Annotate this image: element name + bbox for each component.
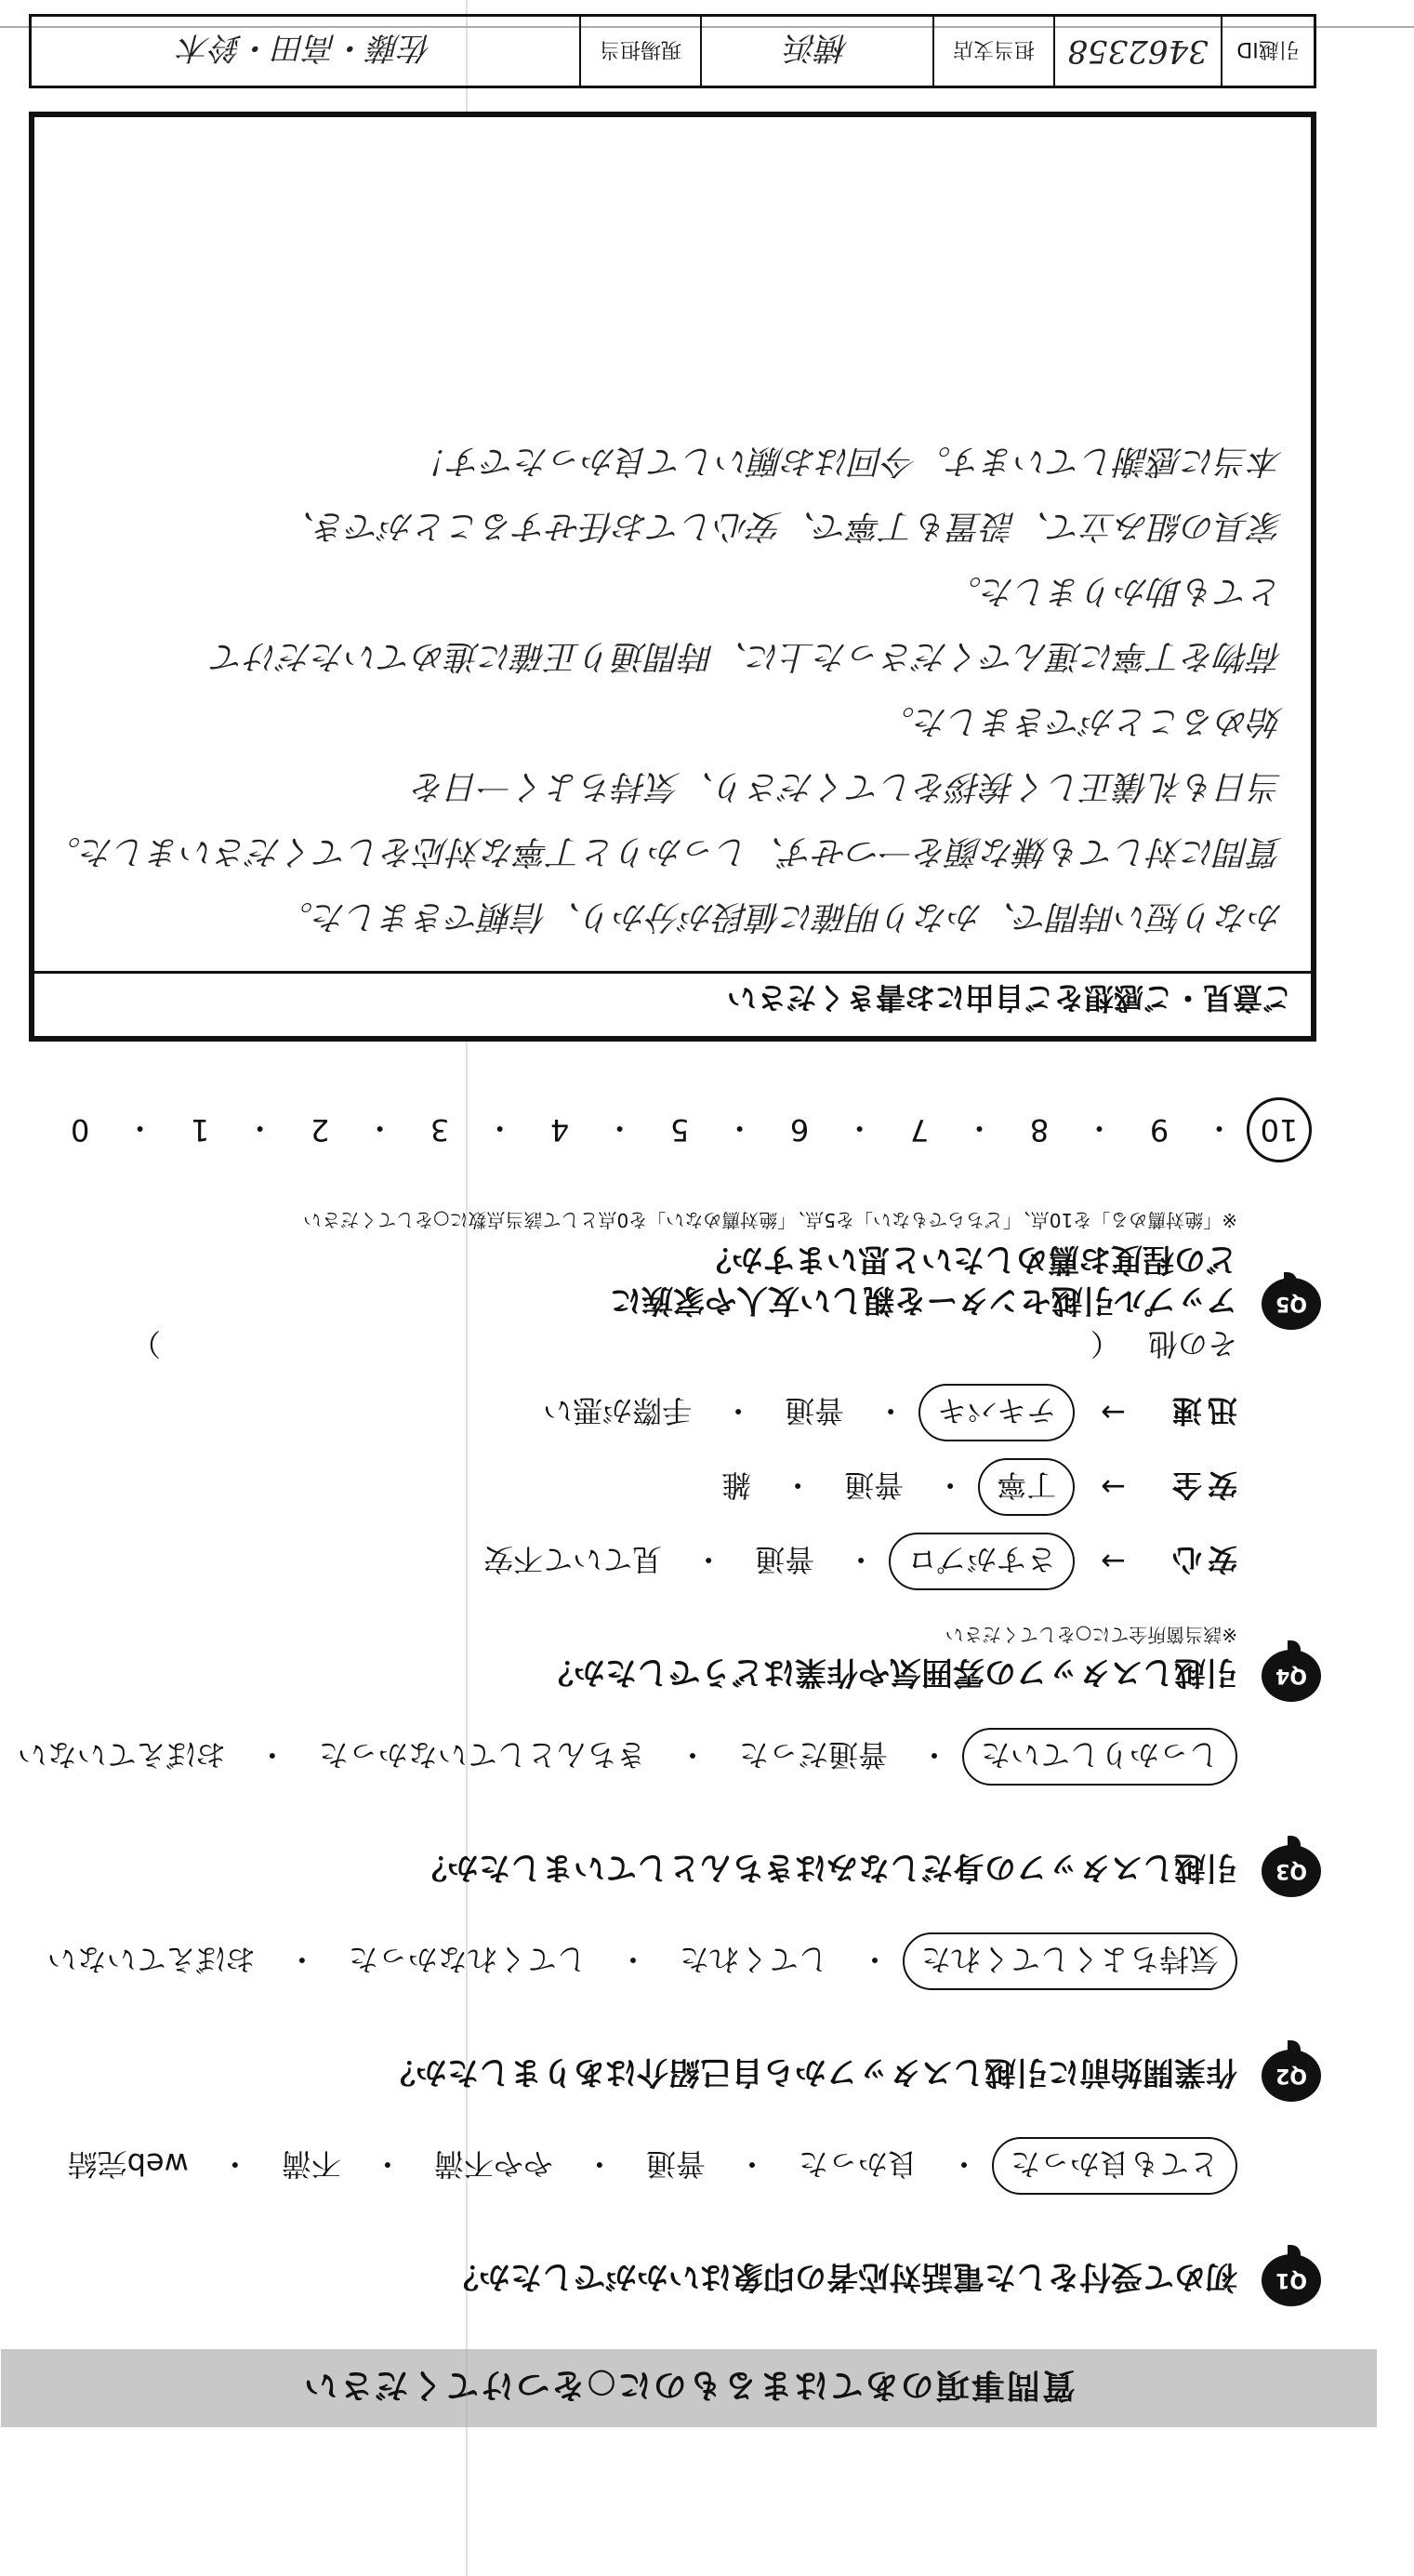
q4-row-2-label: 安全: [1166, 1467, 1237, 1503]
branch-value: 横浜: [700, 17, 932, 86]
q3-option-4[interactable]: おぼえていない: [17, 1737, 226, 1773]
q4-other-label: その他: [1147, 1326, 1237, 1361]
comment-line-3: 当日も礼儀正しく挨拶をしてくださり、気持ちよく一日を: [412, 767, 1283, 805]
q5-text-line-1: アップル引越センターを親しい友人や家族に: [610, 1281, 1237, 1319]
q4-other-close: ）: [130, 1326, 161, 1361]
q4-badge-icon: Q4: [1262, 1650, 1321, 1702]
q2-option-1[interactable]: 気持ちよくしてくれた: [903, 1932, 1237, 1990]
q2-option-3[interactable]: してくれなかった: [348, 1942, 587, 1977]
comment-line-2: 質問に対しても嫌な顔を一つせず、しっかりと丁寧な対応をしてくださいました。: [46, 832, 1283, 870]
q3-text: 引越しスタッフの身だしなみはきちんとしていましたか？: [416, 1849, 1237, 1886]
q1-text: 初めて受付をした電話対応者の印象はいかがでしたか？: [447, 2258, 1237, 2295]
q1-option-3[interactable]: 普通: [645, 2146, 706, 2182]
comment-line-4: 始めることができました。: [880, 702, 1283, 740]
q3-option-2[interactable]: 普通だった: [738, 1737, 888, 1773]
q4-other-open: （: [1090, 1326, 1120, 1361]
q4-row-1-label: 安心: [1166, 1542, 1237, 1577]
q1-options: とても良かった ・ 良かった ・ 普通 ・ やや不満 ・ 不満 ・ web完結: [49, 2137, 1237, 2195]
q1-option-1[interactable]: とても良かった: [992, 2137, 1237, 2195]
scale-sep: ・: [844, 1110, 875, 1146]
question-1: [1, 2120, 1321, 2306]
q5-note: ※「絶対薦める」を10点、「どちらでもない」を5点、「絶対薦めない」を0点として該当点数に○をしてください: [303, 1209, 1237, 1231]
q2-option-4[interactable]: おぼえていない: [46, 1942, 256, 1977]
scale-sep: ・: [364, 1110, 395, 1146]
scale-sep: ・: [964, 1110, 995, 1146]
q4-row-3-option-2[interactable]: 普通: [785, 1393, 845, 1428]
comment-line-5: 荷物を丁寧に運んでくださった上に、時間通り正確に進めていただけて: [211, 637, 1283, 675]
q3-option-1[interactable]: しっかりしていた: [962, 1728, 1237, 1786]
scale-sep: ・: [125, 1110, 155, 1146]
scale-sep: ・: [1204, 1110, 1235, 1146]
comment-heading: ご意見・ご感想をご自由にお書きください: [34, 971, 1311, 1036]
q2-badge-icon: Q2: [1262, 2050, 1321, 2102]
q2-text: 作業開始前に引越しスタッフから自己紹介はありましたか？: [384, 2053, 1237, 2091]
comment-line-8: 本当に感謝しています。今回はお願いして良かったです！: [415, 442, 1283, 480]
leader-value: 佐藤・高田・鈴木: [178, 29, 432, 67]
comment-line-7: 家具の組み立て、設置も丁寧で、安心してお任せすることができ、: [281, 507, 1283, 545]
q1-option-6[interactable]: web完結: [67, 2146, 189, 2182]
scale-6[interactable]: 6: [789, 1112, 810, 1148]
scale-sep: ・: [484, 1110, 515, 1146]
q4-row-anzen: 安全 → 丁寧 ・ 普通 ・ 雑: [703, 1458, 1237, 1516]
q4-row-2-option-2[interactable]: 普通: [844, 1467, 905, 1503]
scale-7[interactable]: 7: [909, 1112, 930, 1148]
q3-options: しっかりしていた ・ 普通だった ・ きちんとしていなかった ・ おぼえていない: [0, 1728, 1237, 1786]
q4-row-1-option-2[interactable]: 普通: [755, 1542, 815, 1577]
q4-row-1-option-3[interactable]: 見ていて不安: [483, 1542, 663, 1577]
comment-line-1: かなり短い時間で、かなり明確に値段が分かり、信頼できました。: [279, 897, 1283, 936]
q4-row-anshin: 安心 → さすがプロ ・ 普通 ・ 見ていて不安: [465, 1533, 1237, 1590]
question-4: [1, 1326, 1321, 1702]
q4-other-row: [1, 1324, 1237, 1367]
scale-4[interactable]: 4: [549, 1112, 570, 1148]
arrow-right-icon: →: [1101, 1469, 1126, 1505]
scale-3[interactable]: 3: [429, 1112, 450, 1148]
arrow-right-icon: →: [1101, 1544, 1126, 1579]
q4-row-3-option-3[interactable]: 手際が悪い: [543, 1393, 693, 1428]
q4-row-3-label: 迅速: [1166, 1393, 1237, 1428]
q3-option-3[interactable]: きちんとしていなかった: [318, 1737, 646, 1773]
scale-2[interactable]: 2: [310, 1112, 330, 1148]
q3-badge-icon: Q3: [1262, 1845, 1321, 1897]
q4-text: 引越しスタッフの雰囲気や作業はどうでしたか？: [542, 1653, 1237, 1691]
q1-option-2[interactable]: 良かった: [798, 2146, 918, 2182]
q1-option-4[interactable]: やや不満: [433, 2146, 553, 2182]
scale-sep: ・: [1084, 1110, 1115, 1146]
q2-options: 気持ちよくしてくれた ・ してくれた ・ してくれなかった ・ おぼえていない: [29, 1932, 1237, 1990]
scale-sep: ・: [244, 1110, 275, 1146]
q1-option-5[interactable]: 不満: [281, 2146, 341, 2182]
q4-row-jinsoku: 迅速 → テキパキ ・ 普通 ・ 手際が悪い: [524, 1384, 1237, 1441]
branch-label: 担当支店: [932, 17, 1053, 86]
scale-0[interactable]: 0: [70, 1112, 90, 1148]
q1-badge-icon: Q1: [1262, 2254, 1321, 2306]
banner-text: 質問事項のあてはまるものに○をつけてください: [302, 2366, 1076, 2405]
question-2: [1, 1916, 1321, 2102]
q5-scale: [47, 1097, 1312, 1162]
id-label: 引越ID: [1221, 17, 1314, 86]
question-3: [1, 1711, 1321, 1897]
q4-row-3-option-1[interactable]: テキパキ: [918, 1384, 1075, 1441]
id-value: 3462358: [1053, 17, 1221, 86]
scale-5[interactable]: 5: [669, 1112, 690, 1148]
scale-sep: ・: [604, 1110, 635, 1146]
scale-10[interactable]: 10: [1247, 1097, 1312, 1162]
scale-8[interactable]: 8: [1029, 1112, 1050, 1148]
scale-1[interactable]: 1: [190, 1112, 210, 1148]
scale-sep: ・: [724, 1110, 755, 1146]
q4-row-2-option-3[interactable]: 雑: [721, 1467, 752, 1503]
q2-option-2[interactable]: してくれた: [679, 1942, 828, 1977]
q4-note: ※該当箇所全てに○をしてください: [945, 1624, 1237, 1646]
leader-label: 現場担当: [579, 17, 700, 86]
q4-row-2-option-1[interactable]: 丁寧: [978, 1458, 1075, 1516]
question-5: [1, 1162, 1321, 1330]
q5-badge-icon: Q5: [1262, 1278, 1321, 1330]
q5-text-line-2: どの程度お薦めしたいと思いますか？: [700, 1241, 1237, 1278]
arrow-right-icon: →: [1101, 1395, 1126, 1430]
comment-line-6: とても助かりました。: [947, 572, 1283, 610]
instructions-banner: [1, 2349, 1377, 2427]
q4-row-1-option-1[interactable]: さすがプロ: [889, 1533, 1075, 1590]
scale-9[interactable]: 9: [1149, 1112, 1170, 1148]
meta-table: [29, 14, 1316, 88]
comment-box[interactable]: [29, 112, 1316, 1042]
